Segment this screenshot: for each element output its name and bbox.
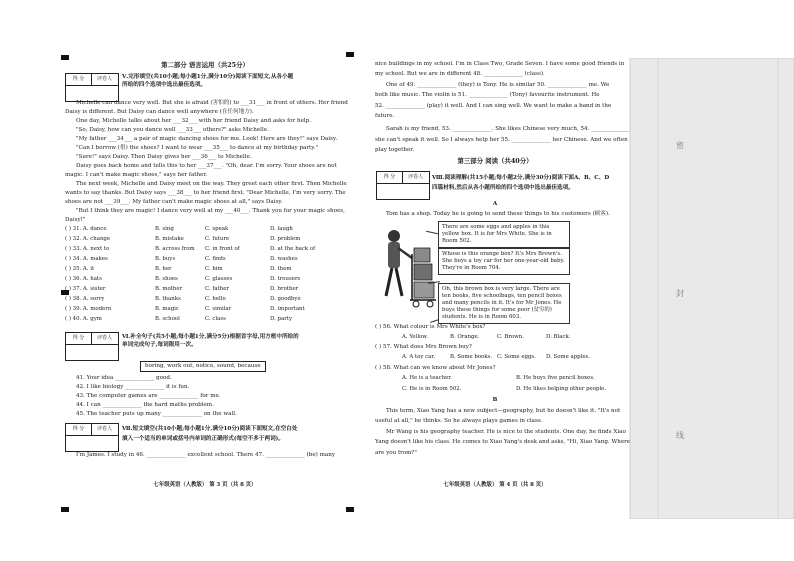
passage-line: useful at all," he thinks. So he always plays games in class. [375, 418, 543, 424]
word-box: boring, work out, notice, sound, because [140, 361, 266, 372]
question-stem: ( ) 38. A. sorry [65, 296, 105, 302]
passage-line: Yang doesn't like his class. He comes to Xiao Yang's desk and asks, "Hi, Xiao Yang. Where [375, 439, 631, 445]
passage-a-label: A [492, 201, 498, 207]
seal-line-char: 密 [676, 141, 684, 150]
option-d: D. brother [270, 286, 299, 292]
grader-label: 评卷人 [96, 335, 112, 341]
option-d: D. Black. [546, 334, 571, 340]
speech-bubble: Oh, this brown box is very large. There are ten books, five schoolbags, ten pencil boxes and many pencils in it. It's for Mr Jones. He buys these things for some poor (贫穷的) students. He is in Room 603. [438, 283, 570, 324]
score-box [376, 171, 430, 200]
option-b: B. magic [155, 306, 179, 312]
passage-line: "But I think they are magic! I dance very well at my ___40___. Thank you for your magic shoes, [76, 208, 345, 214]
question-stem: ( ) 34. A. makes [65, 256, 108, 262]
option-c: C. glasses [205, 276, 233, 282]
option-d: D. Some apples. [546, 354, 591, 360]
corner-marker [61, 55, 69, 60]
option-d: D. goodbye [270, 296, 301, 302]
page-footer: 七年级英语（人教版） 第 3 页（共 8 页） [153, 482, 257, 488]
score-label: 得 分 [377, 172, 403, 183]
option-d: D. washes [270, 256, 298, 262]
option-d: D. laugh [270, 226, 293, 232]
option-b: B. school [155, 316, 180, 322]
option-b: B. He buys five pencil boxes. [516, 375, 595, 381]
option-c: C. him [205, 266, 223, 272]
right-page [370, 0, 631, 561]
option-c: C. in front of [205, 246, 240, 252]
option-c: C. father [205, 286, 229, 292]
grader-label: 评卷人 [407, 174, 423, 180]
option-c: C. finds [205, 256, 226, 262]
question-stem: ( ) 33. A. next to [65, 246, 110, 252]
option-d: D. trousers [270, 276, 301, 282]
option-b: B. across from [155, 246, 195, 252]
option-c: C. Some eggs. [497, 354, 536, 360]
passage-line: shoes are not ___39___. My father can't make magic shoes at all," says Daisy. [65, 199, 283, 205]
corner-marker [61, 507, 69, 512]
passage-a-intro: Tom has a shop. Today he is going to send these things to his customers (顾客). [386, 211, 610, 217]
option-a: A. A toy car. [402, 354, 436, 360]
part5-instruction-2: 所给的四个选项中选出最佳选项。 [122, 82, 206, 88]
passage-line: "Can I borrow (借) the shoes? I want to wear ___35___ to dance at my birthday party." [76, 145, 319, 151]
question-stem: ( ) 32. A. change [65, 236, 111, 242]
option-c: C. similar [205, 306, 232, 312]
section-title: 第二部分 语言运用（共25分） [161, 61, 249, 69]
score-box [65, 73, 119, 102]
score-label: 得 分 [66, 333, 92, 344]
seal-line-char: 线 [676, 431, 684, 440]
speech-bubble: There are some eggs and apples in this yellow box. It is for Mrs White. She is in Room 502. [438, 221, 570, 248]
passage-line: play together. [375, 147, 415, 153]
option-d: D. party [270, 316, 293, 322]
grader-label: 评卷人 [96, 426, 112, 432]
option-b: B. mother [155, 286, 183, 292]
part6-instruction-2: 单词完成句子,每词限用一次。 [122, 342, 197, 348]
passage-line: magic. I can't make magic shoes," says her father. [65, 172, 208, 178]
question-stem: ( ) 40. A. gym [65, 316, 102, 322]
passage-line: "Sure!" says Daisy. Then Daisy gives her ___36___ to Michelle. [76, 154, 252, 160]
part8-instruction: Ⅷ.阅读理解(共15小题;每小题2分,满分30分)阅读下面A、B、C、D [432, 175, 610, 181]
option-c: C. Brown. [497, 334, 524, 340]
passage-line: Daisy!" [65, 217, 86, 223]
part5-instruction: Ⅴ.完形填空(共10小题;每小题1分,满分10分)阅读下面短文,从各小题 [122, 74, 294, 80]
passage-line: both like music. The violin is 51. ______________ (Tony) favourite instrument. He [375, 92, 600, 98]
question-stem: ( ) 39. A. modern [65, 306, 112, 312]
passage-line: wants to say thanks. But Daisy says ___38___ to her friend first. "Dear Michelle, I'm very sorry. The [65, 190, 346, 196]
passage-line: 52. ______________ (play) it well. And I can sing well. We want to make a band in the [375, 103, 612, 109]
passage-line: One day, Michelle talks about her ___32___ with her friend Daisy and asks for help. [76, 118, 312, 124]
question-stem: ( ) 35. A. it [65, 266, 95, 272]
option-b: B. her [155, 266, 172, 272]
binding-strip-background [628, 58, 794, 519]
passage-line: "My father ___34___ a pair of magic dancing shoes for me. Look! Here are they!" says Daisy. [76, 136, 338, 142]
part6-instruction: Ⅵ.补全句子(共5小题;每小题1分,满分5分)根据首字母,用方框中所给的 [122, 334, 299, 340]
score-box [65, 423, 119, 452]
passage-line: One of 49. ______________ (they) is Tony. He is similar 50. ______________ me. We [386, 82, 610, 88]
score-box [65, 332, 119, 361]
grader-label: 评卷人 [96, 76, 112, 82]
passage-line: Michelle can dance very well. But she is afraid (害怕的) to ___31___ in front of others. Her friend [76, 100, 348, 106]
delivery-man-illustration [378, 224, 438, 314]
score-label: 得 分 [66, 424, 92, 435]
passage-line: "So, Daisy, how can you dance well ___33___ others?" asks Michelle. [76, 127, 269, 133]
fill-sentence: 44. I can ______________ the hard maths problem. [76, 402, 214, 408]
question-stem: ( ) 57. What does Mrs Brown buy? [375, 344, 472, 350]
option-b: B. Some books. [450, 354, 493, 360]
question-stem: ( ) 31. A. dance [65, 226, 107, 232]
score-label: 得 分 [66, 74, 92, 85]
passage-line: future. [375, 113, 395, 119]
binding-strip [628, 58, 794, 519]
section-title: 第三部分 阅读（共40分） [457, 157, 533, 165]
option-d: D. problem [270, 236, 301, 242]
left-page [0, 0, 370, 561]
option-d: D. them [270, 266, 292, 272]
passage-line: nice buildings in my school. I'm in Class Two, Grade Seven. I have some good friends in [375, 61, 625, 67]
option-d: D. important [270, 306, 305, 312]
fill-sentence: 42. I like biology ______________ it is fun. [76, 384, 190, 390]
passage-line: are you from?" [375, 450, 417, 456]
passage-line: I'm James. I study in 46. ______________ excellent school. There 47. ______________ (be) many [76, 452, 336, 458]
score-row [377, 183, 429, 184]
question-stem: ( ) 58. What can we know about Mr Jones? [375, 365, 496, 371]
option-a: A. Yellow. [402, 334, 428, 340]
score-row [66, 344, 118, 345]
question-stem: ( ) 36. A. hats [65, 276, 102, 282]
passage-line: Daisy is different. But Daisy can dance well anywhere (在任何地方). [65, 109, 254, 115]
option-b: B. Orange. [450, 334, 480, 340]
option-b: B. shoes [155, 276, 178, 282]
option-b: B. thanks [155, 296, 181, 302]
option-d: D. He likes helping other people. [516, 386, 607, 392]
score-row [66, 85, 118, 86]
passage-line: Daisy goes back home and tells this to her ___37___. "Oh, dear. I'm sorry. Your shoes are not [76, 163, 337, 169]
fill-sentence: 45. The teacher puts up many ______________ on the wall. [76, 411, 237, 417]
score-row [66, 435, 118, 436]
part7-instruction: Ⅶ.短文填空(共10小题;每小题1分,满分10分)阅读下面短文,在空白处 [122, 426, 298, 432]
passage-b-label: B [492, 397, 498, 403]
option-c: C. class [205, 316, 226, 322]
corner-marker [346, 507, 354, 512]
question-stem: ( ) 37. A. sister [65, 286, 106, 292]
option-c: C. future [205, 236, 230, 242]
option-c: C. He is in Room 502. [402, 386, 462, 392]
passage-line: Mr Wang is his geography teacher. He is nice to the students. One day, he finds Xiao [386, 429, 626, 435]
part7-instruction-2: 填入一个适当的单词或括号内单词的正确形式(每空不多于两词)。 [122, 436, 284, 442]
question-stem: ( ) 56. What colour is Mrs White's box? [375, 324, 486, 330]
part8-instruction-2: 四篇材料,然后从各小题所给的四个选项中选出最佳选项。 [432, 185, 574, 191]
option-d: D. at the back of [270, 246, 316, 252]
option-b: B. sing [155, 226, 174, 232]
option-c: C. hello [205, 296, 226, 302]
option-b: B. buys [155, 256, 176, 262]
page-footer: 七年级英语（人教版） 第 4 页（共 8 页） [443, 482, 547, 488]
passage-line: my school. But we are in different 48. ______________ (class). [375, 71, 545, 77]
passage-line: This term, Xiao Yang has a new subject—geography, but he doesn't like it. "It's not [386, 408, 621, 414]
passage-line: she can't speak it well. So I always help her 55. ______________ her Chinese. And we often [375, 137, 628, 143]
speech-bubble: Whose is this orange box? It's Mrs Brown's. She buys a toy car for her one-year-old baby. They're in Room 704. [438, 248, 570, 275]
option-b: B. mistake [155, 236, 184, 242]
passage-line: Sarah is my friend, 53. ______________. She likes Chinese very much, 54. ______________ [386, 126, 631, 132]
corner-marker [346, 52, 354, 57]
option-a: A. He is a teacher. [402, 375, 453, 381]
fill-sentence: 41. Your idea ______________ good. [76, 375, 172, 381]
fill-sentence: 43. The computer games are ______________ for me. [76, 393, 221, 399]
option-c: C. speak [205, 226, 229, 232]
passage-line: The next week, Michelle and Daisy meet on the way. They greet each other first. Then Michelle [76, 181, 347, 187]
seal-line-char: 封 [676, 289, 684, 298]
